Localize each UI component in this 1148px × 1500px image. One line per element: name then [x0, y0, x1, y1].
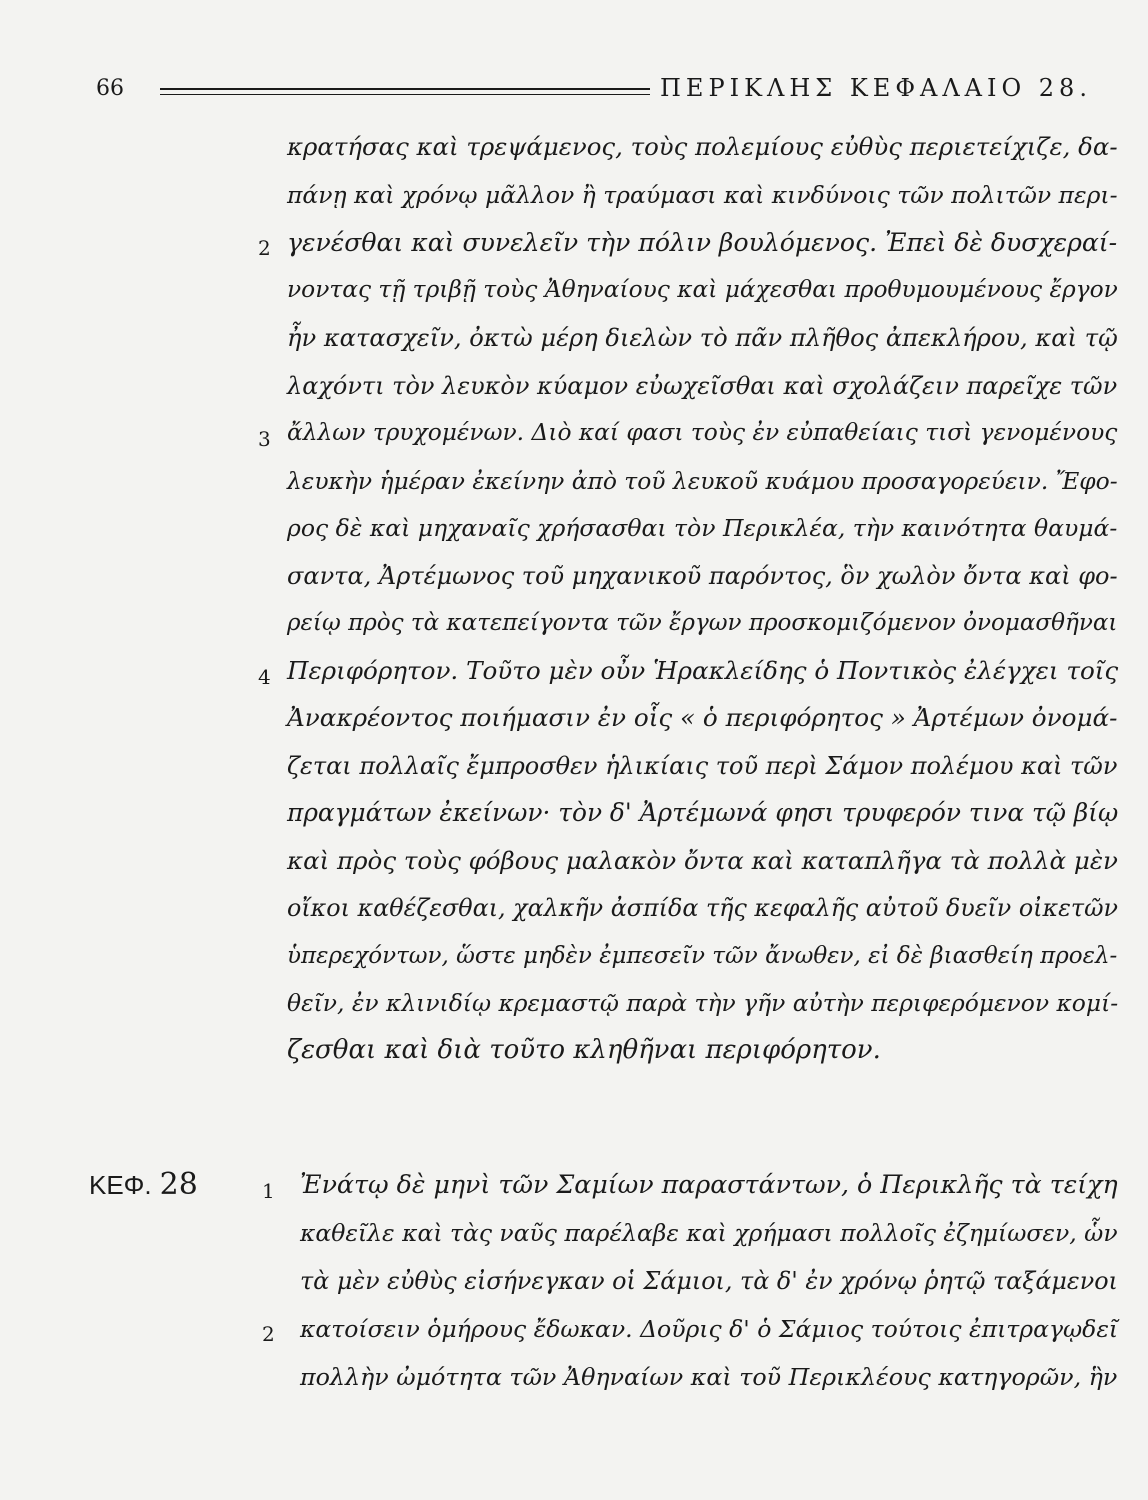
text-line: πραγμάτων ἐκείνων· τὸν δ' Ἀρτέμωνά φησι τρυφερόν τινα τῷ βίῳ [287, 798, 1119, 827]
text-line: ζεται πολλαῖς ἔμπροσθεν ἡλικίαις τοῦ περὶ Σάμον πολέμου καὶ τῶν [287, 752, 1118, 780]
text-line: καὶ πρὸς τοὺς φόβους μαλακὸν ὄντα καὶ καταπλῆγα τὰ πολλὰ μὲν [287, 846, 1118, 875]
section-number: 3 [258, 427, 271, 451]
text-line: γενέσθαι καὶ συνελεῖν τὴν πόλιν βουλόμενος. Ἐπεὶ δὲ δυσχεραί- [287, 228, 1118, 257]
chapter-number: 28 [159, 1167, 198, 1202]
text-line: Ἐνάτῳ δὲ μηνὶ τῶν Σαμίων παραστάντων, ὁ Περικλῆς τὰ τείχη [300, 1170, 1118, 1199]
text-line: πολλὴν ὠμότητα τῶν Ἀθηναίων καὶ τοῦ Περικλέους κατηγορῶν, ἣν [300, 1363, 1118, 1391]
text-line: Ἀνακρέοντος ποιήμασιν ἐν οἷς « ὁ περιφόρητος » Ἀρτέμων ὀνομά- [287, 703, 1118, 732]
page-number: 66 [96, 76, 124, 101]
text-line: οἴκοι καθέζεσθαι, χαλκῆν ἀσπίδα τῆς κεφαλῆς αὐτοῦ δυεῖν οἰκετῶν [287, 894, 1118, 922]
text-line: πάνῃ καὶ χρόνῳ μᾶλλον ἢ τραύμασι καὶ κινδύνοις τῶν πολιτῶν περι- [287, 181, 1118, 209]
header-rule [160, 88, 650, 95]
text-line: ρος δὲ καὶ μηχαναῖς χρήσασθαι τὸν Περικλέα, τὴν καινότητα θαυμά- [287, 514, 1118, 542]
text-line: ρείῳ πρὸς τὰ κατεπείγοντα τῶν ἔργων προσκομιζόμενον ὀνομασθῆναι [287, 610, 1118, 636]
text-line: ζεσθαι καὶ διὰ τοῦτο κληθῆναι περιφόρητον. [287, 1035, 881, 1065]
text-line: σαντα, Ἀρτέμωνος τοῦ μηχανικοῦ παρόντος, ὃν χωλὸν ὄντα καὶ φο- [287, 562, 1118, 590]
section-number: 2 [258, 236, 271, 260]
section-number: 2 [262, 1322, 275, 1346]
text-line: λευκὴν ἡμέραν ἐκείνην ἀπὸ τοῦ λευκοῦ κυάμου προσαγορεύειν. Ἔφο- [287, 467, 1118, 495]
text-line: θεῖν, ἐν κλινιδίῳ κρεμαστῷ παρὰ τὴν γῆν αὐτὴν περιφερόμενον κομί- [287, 989, 1119, 1017]
text-line: κρατήσας καὶ τρεψάμενος, τοὺς πολεμίους εὐθὺς περιετείχιζε, δα- [287, 132, 1118, 161]
text-line: Περιφόρητον. Τοῦτο μὲν οὖν Ἡρακλείδης ὁ Ποντικὸς ἐλέγχει τοῖς [287, 656, 1119, 685]
chapter-label: ΚΕΦ. [89, 1170, 152, 1200]
running-title: ΠΕΡΙΚΛΗΣ ΚΕΦΑΛΑΙΟ 28. [660, 74, 1092, 102]
text-line: ἦν κατασχεῖν, ὀκτὼ μέρη διελὼν τὸ πᾶν πλῆθος ἀπεκλήρου, καὶ τῷ [287, 324, 1118, 352]
section-number: 1 [262, 1179, 275, 1203]
chapter-heading [89, 1167, 198, 1202]
text-line: νοντας τῇ τριβῇ τοὺς Ἀθηναίους καὶ μάχεσθαι προθυμουμένους ἔργον [287, 276, 1118, 303]
text-line: ὑπερεχόντων, ὥστε μηδὲν ἐμπεσεῖν τῶν ἄνωθεν, εἰ δὲ βιασθείη προελ- [287, 943, 1118, 969]
text-line: λαχόντι τὸν λευκὸν κύαμον εὐωχεῖσθαι καὶ σχολάζειν παρεῖχε τῶν [287, 372, 1118, 400]
text-line: καθεῖλε καὶ τὰς ναῦς παρέλαβε καὶ χρήμασι πολλοῖς ἐζημίωσεν, ὧν [300, 1219, 1118, 1247]
text-line: ἄλλων τρυχομένων. Διὸ καί φασι τοὺς ἐν εὐπαθείαις τισὶ γενομένους [287, 419, 1118, 446]
text-line: τὰ μὲν εὐθὺς εἰσήνεγκαν οἱ Σάμιοι, τὰ δ' ἐν χρόνῳ ῥητῷ ταξάμενοι [300, 1267, 1118, 1295]
section-number: 4 [258, 665, 271, 689]
text-line: κατοίσειν ὁμήρους ἔδωκαν. Δοῦρις δ' ὁ Σάμιος τούτοις ἐπιτραγῳδεῖ [300, 1315, 1119, 1343]
